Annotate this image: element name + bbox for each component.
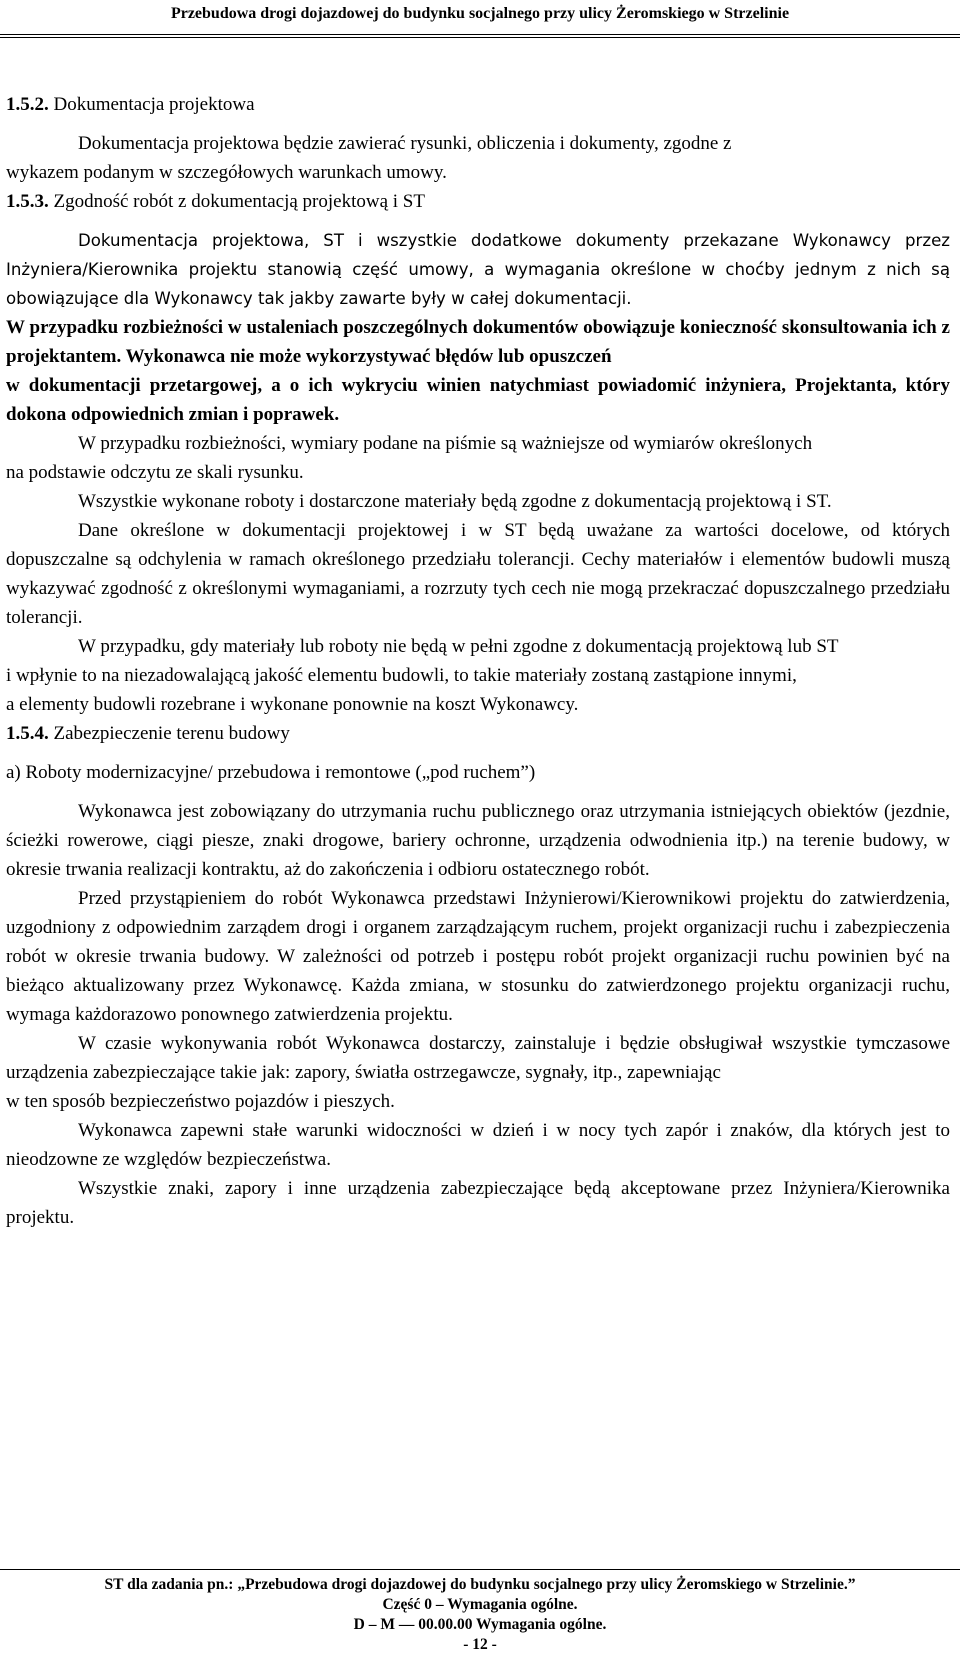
- running-header: Przebudowa drogi dojazdowej do budynku socjalnego przy ulicy Żeromskiego w Strzelinie: [170, 5, 790, 22]
- document-body: [6, 90, 950, 1232]
- paragraph: a elementy budowli rozebrane i wykonane ponownie na koszt Wykonawcy.: [6, 694, 579, 715]
- section-title: Zabezpieczenie terenu budowy: [48, 723, 290, 744]
- footer-code: D – M — 00.00.00 Wymagania ogólne.: [353, 1616, 607, 1633]
- header-divider: [0, 34, 960, 35]
- paragraph: W przypadku, gdy materiały lub roboty nie będą w pełni zgodne z dokumentacją projektową lub ST: [78, 636, 839, 657]
- footer-part: Część 0 – Wymagania ogólne.: [382, 1596, 578, 1613]
- paragraph: W czasie wykonywania robót Wykonawca dostarczy, zainstaluje i będzie obsługiwał wszystkie tymczasowe urządzenia zabezpieczające takie jak: zapory, światła ostrzegawcze, sygnały, itp., zapewniając: [6, 1033, 950, 1083]
- running-footer: [0, 1575, 960, 1655]
- section-title: Zgodność robót z dokumentacją projektową i ST: [48, 191, 425, 212]
- paragraph: Wszystkie wykonane roboty i dostarczone materiały będą zgodne z dokumentacją projektową i ST.: [78, 491, 832, 512]
- paragraph: i wpłynie to na niezadowalającą jakość elementu budowli, to takie materiały zostaną zastąpione innymi,: [6, 665, 797, 686]
- section-number: 1.5.4.: [6, 723, 49, 744]
- section-number: 1.5.3.: [6, 191, 49, 212]
- section-heading-1-5-2: [6, 90, 950, 119]
- paragraph: w ten sposób bezpieczeństwo pojazdów i pieszych.: [6, 1091, 395, 1112]
- page-number: - 12 -: [463, 1636, 497, 1653]
- paragraph: Przed przystąpieniem do robót Wykonawca przedstawi Inżynierowi/Kierownikowi projektu do zatwierdzenia, uzgodniony z odpowiednim zarządem drogi i organem zarządzającym ruchem, projekt organizacji ruchu i zabezpieczenia robót w okresie trwania budowy. W zależności od potrzeb i postępu robót projekt organizacji ruchu powinien być na bieżąco aktualizowany przez Wykonawcę. Każda zmiana, w stosunku do zatwierdzonego projektu organizacji ruchu, wymaga każdorazowo ponownego zatwierdzenia projektu.: [6, 888, 950, 1025]
- header-divider-secondary: [0, 37, 960, 38]
- paragraph: Wykonawca jest zobowiązany do utrzymania ruchu publicznego oraz utrzymania istniejących obiektów (jezdnie, ścieżki rowerowe, ciągi piesze, znaki drogowe, bariery ochronne, urządzenia odwodnienia itp.) na terenie budowy, w okresie trwania realizacji kontraktu, aż do zakończenia i odbioru ostatecznego robót.: [6, 801, 950, 880]
- section-title: Dokumentacja projektowa: [48, 94, 255, 115]
- paragraph-bold: w dokumentacji przetargowej, a o ich wykryciu winien natychmiast powiadomić inżyniera, Projektanta, który dokona odpowiednich zmian i poprawek.: [6, 375, 950, 425]
- paragraph: wykazem podanym w szczegółowych warunkach umowy.: [6, 162, 447, 183]
- paragraph: W przypadku rozbieżności, wymiary podane na piśmie są ważniejsze od wymiarów określonych: [78, 433, 813, 454]
- footer-title: ST dla zadania pn.: „Przebudowa drogi dojazdowej do budynku socjalnego przy ulicy Żeromskiego w Strzelinie.”: [104, 1576, 856, 1593]
- paragraph: Wykonawca zapewni stałe warunki widoczności w dzień i w nocy tych zapór i znaków, dla których jest to nieodzowne ze względów bezpieczeństwa.: [6, 1120, 950, 1170]
- subsection-heading: a) Roboty modernizacyjne/ przebudowa i remontowe („pod ruchem”): [6, 762, 536, 783]
- paragraph: Dokumentacja projektowa będzie zawierać rysunki, obliczenia i dokumenty, zgodne z: [78, 133, 732, 154]
- section-heading-1-5-3: [6, 187, 950, 216]
- section-heading-1-5-4: [6, 719, 950, 748]
- paragraph: Dane określone w dokumentacji projektowej i w ST będą uważane za wartości docelowe, od których dopuszczalne są odchylenia w ramach określonego przedziału tolerancji. Cechy materiałów i elementów budowli muszą wykazywać zgodność z określonymi wymaganiami, a rozrzuty tych cech nie mogą przekraczać dopuszczalnego przedziału tolerancji.: [6, 520, 950, 628]
- paragraph: na podstawie odczytu ze skali rysunku.: [6, 462, 304, 483]
- paragraph: Dokumentacja projektowa, ST i wszystkie dodatkowe dokumenty przekazane Wykonawcy przez Inżyniera/Kierownika projektu stanowią część umowy, a wymagania określone w choćby jednym z nich są obowiązujące dla Wykonawcy tak jakby zawarte były w całej dokumentacji.: [6, 231, 950, 308]
- paragraph: Wszystkie znaki, zapory i inne urządzenia zabezpieczające będą akceptowane przez Inżyniera/Kierownika projektu.: [6, 1178, 950, 1228]
- section-number: 1.5.2.: [6, 94, 49, 115]
- paragraph-bold: W przypadku rozbieżności w ustaleniach poszczególnych dokumentów obowiązuje konieczność skonsultowania ich z projektantem. Wykonawca nie może wykorzystywać błędów lub opuszczeń: [6, 317, 950, 367]
- footer-divider: [0, 1569, 960, 1570]
